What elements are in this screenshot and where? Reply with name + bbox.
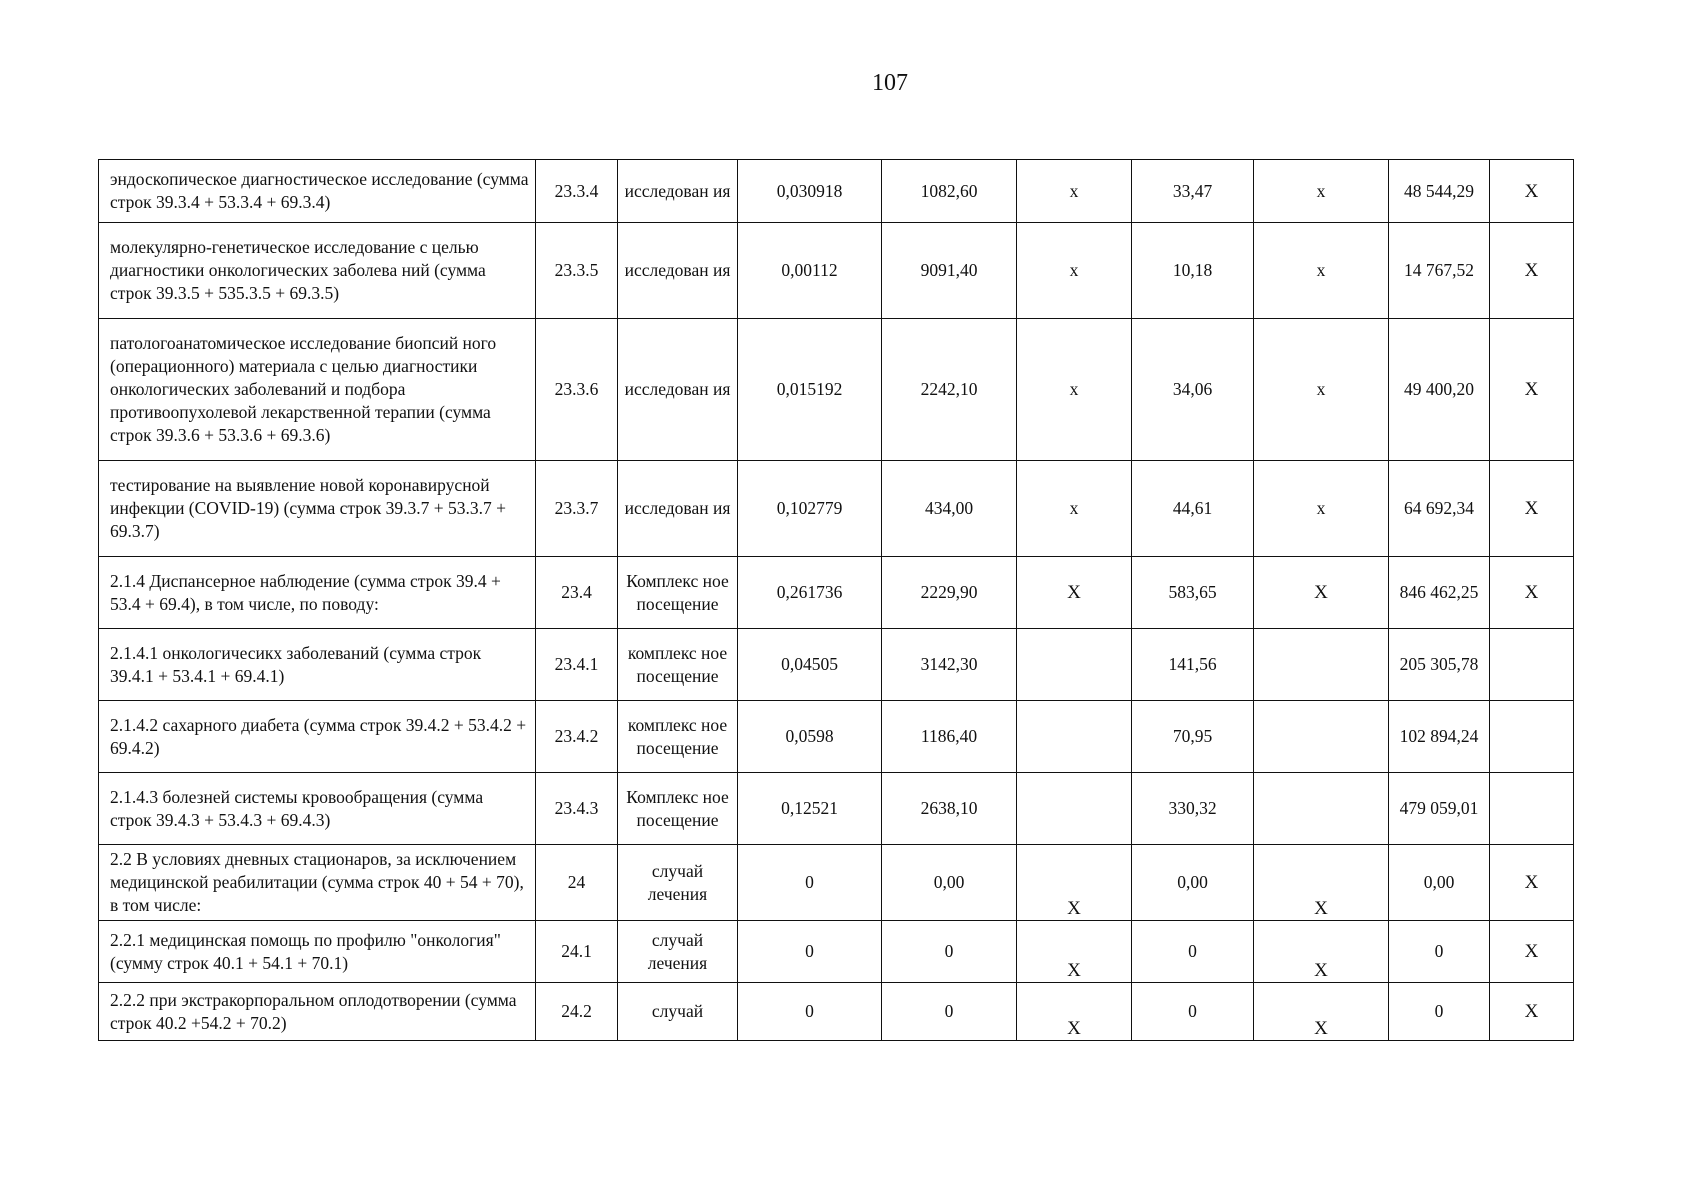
table-row xyxy=(99,461,1574,557)
row-name: 2.2.2 при экстракорпоральном оплодотворении (сумма строк 40.2 +54.2 + 70.2) xyxy=(99,983,536,1041)
row-value-3: 0 xyxy=(1132,983,1254,1041)
row-name: 2.1.4.2 сахарного диабета (сумма строк 39.4.2 + 53.4.2 + 69.4.2) xyxy=(99,701,536,773)
row-marker-1: X xyxy=(1017,983,1132,1041)
row-value-2: 0 xyxy=(882,921,1017,983)
row-unit: комплекс ное посещение xyxy=(618,629,738,701)
row-value-2: 3142,30 xyxy=(882,629,1017,701)
row-value-1: 0,030918 xyxy=(738,160,882,223)
row-marker-1: x xyxy=(1017,319,1132,461)
row-value-1: 0,04505 xyxy=(738,629,882,701)
row-marker-2: X xyxy=(1254,557,1389,629)
row-marker-1: X xyxy=(1017,557,1132,629)
row-marker-1 xyxy=(1017,701,1132,773)
row-marker-1: X xyxy=(1017,845,1132,921)
row-code: 23.3.6 xyxy=(536,319,618,461)
row-value-2: 2638,10 xyxy=(882,773,1017,845)
table-row xyxy=(99,319,1574,461)
row-value-3: 141,56 xyxy=(1132,629,1254,701)
row-value-1: 0,0598 xyxy=(738,701,882,773)
row-marker-1 xyxy=(1017,773,1132,845)
row-value-3: 33,47 xyxy=(1132,160,1254,223)
row-value-1: 0,12521 xyxy=(738,773,882,845)
row-marker-3: X xyxy=(1490,983,1574,1041)
row-marker-2 xyxy=(1254,773,1389,845)
row-marker-3 xyxy=(1490,773,1574,845)
row-value-2: 0 xyxy=(882,983,1017,1041)
row-name: 2.2 В условиях дневных стационаров, за исключением медицинской реабилитации (сумма строк 40 + 54 + 70), в том числе: xyxy=(99,845,536,921)
row-value-4: 0,00 xyxy=(1389,845,1490,921)
row-value-1: 0,015192 xyxy=(738,319,882,461)
row-value-4: 846 462,25 xyxy=(1389,557,1490,629)
row-name: молекулярно-генетическое исследование с целью диагностики онкологических заболева ний (сумма строк 39.3.5 + 535.3.5 + 69.3.5) xyxy=(99,223,536,319)
table-row xyxy=(99,160,1574,223)
row-value-1: 0 xyxy=(738,845,882,921)
table-row xyxy=(99,983,1574,1041)
row-unit: случай лечения xyxy=(618,845,738,921)
row-code: 23.4 xyxy=(536,557,618,629)
table-row xyxy=(99,701,1574,773)
table-row xyxy=(99,921,1574,983)
row-marker-2 xyxy=(1254,701,1389,773)
data-table xyxy=(98,159,1574,1041)
row-code: 24.2 xyxy=(536,983,618,1041)
row-name: 2.1.4.1 онкологичесикх заболеваний (сумма строк 39.4.1 + 53.4.1 + 69.4.1) xyxy=(99,629,536,701)
row-code: 23.4.1 xyxy=(536,629,618,701)
row-value-3: 70,95 xyxy=(1132,701,1254,773)
row-unit: случай xyxy=(618,983,738,1041)
row-marker-3 xyxy=(1490,701,1574,773)
row-value-2: 434,00 xyxy=(882,461,1017,557)
row-marker-2: x xyxy=(1254,223,1389,319)
row-name: тестирование на выявление новой коронавирусной инфекции (COVID-19) (сумма строк 39.3.7 + 53.3.7 + 69.3.7) xyxy=(99,461,536,557)
row-code: 24 xyxy=(536,845,618,921)
row-unit: комплекс ное посещение xyxy=(618,701,738,773)
row-marker-1: x xyxy=(1017,223,1132,319)
row-value-2: 1186,40 xyxy=(882,701,1017,773)
row-name: эндоскопическое диагностическое исследование (сумма строк 39.3.4 + 53.3.4 + 69.3.4) xyxy=(99,160,536,223)
row-value-1: 0,261736 xyxy=(738,557,882,629)
row-value-1: 0 xyxy=(738,921,882,983)
row-value-2: 0,00 xyxy=(882,845,1017,921)
row-marker-2: x xyxy=(1254,160,1389,223)
row-value-3: 34,06 xyxy=(1132,319,1254,461)
row-name: 2.1.4.3 болезней системы кровообращения (сумма строк 39.4.3 + 53.4.3 + 69.4.3) xyxy=(99,773,536,845)
row-marker-3: X xyxy=(1490,223,1574,319)
table-row xyxy=(99,629,1574,701)
row-code: 23.4.2 xyxy=(536,701,618,773)
row-marker-2: x xyxy=(1254,461,1389,557)
row-unit: исследован ия xyxy=(618,160,738,223)
row-marker-3: X xyxy=(1490,160,1574,223)
page-number: 107 xyxy=(872,70,908,96)
row-unit: исследован ия xyxy=(618,319,738,461)
row-value-1: 0,00112 xyxy=(738,223,882,319)
row-value-4: 0 xyxy=(1389,983,1490,1041)
table-row xyxy=(99,557,1574,629)
row-value-4: 49 400,20 xyxy=(1389,319,1490,461)
row-unit: Комплекс ное посещение xyxy=(618,773,738,845)
row-value-3: 10,18 xyxy=(1132,223,1254,319)
row-code: 23.4.3 xyxy=(536,773,618,845)
row-value-2: 1082,60 xyxy=(882,160,1017,223)
row-value-3: 330,32 xyxy=(1132,773,1254,845)
row-value-4: 14 767,52 xyxy=(1389,223,1490,319)
row-name: 2.2.1 медицинская помощь по профилю "онкология" (сумму строк 40.1 + 54.1 + 70.1) xyxy=(99,921,536,983)
row-name: патологоанатомическое исследование биопсий ного (операционного) материала с целью диагностики онкологических заболеваний и подбора противоопухолевой лекарственной терапии (сумма строк 39.3.6 + 53.3.6 + 69.3.6) xyxy=(99,319,536,461)
row-code: 23.3.5 xyxy=(536,223,618,319)
table-row xyxy=(99,845,1574,921)
row-marker-2 xyxy=(1254,629,1389,701)
row-value-4: 0 xyxy=(1389,921,1490,983)
row-value-3: 0,00 xyxy=(1132,845,1254,921)
row-marker-1: x xyxy=(1017,160,1132,223)
row-marker-2: X xyxy=(1254,921,1389,983)
row-marker-1: X xyxy=(1017,921,1132,983)
row-marker-3: X xyxy=(1490,319,1574,461)
row-marker-3: X xyxy=(1490,557,1574,629)
row-marker-3 xyxy=(1490,629,1574,701)
row-unit: исследован ия xyxy=(618,223,738,319)
row-value-4: 205 305,78 xyxy=(1389,629,1490,701)
row-marker-1: x xyxy=(1017,461,1132,557)
row-value-1: 0 xyxy=(738,983,882,1041)
row-value-2: 2242,10 xyxy=(882,319,1017,461)
row-code: 23.3.4 xyxy=(536,160,618,223)
row-value-4: 479 059,01 xyxy=(1389,773,1490,845)
row-marker-3: X xyxy=(1490,921,1574,983)
row-value-4: 48 544,29 xyxy=(1389,160,1490,223)
row-marker-2: X xyxy=(1254,983,1389,1041)
row-unit: Комплекс ное посещение xyxy=(618,557,738,629)
row-marker-1 xyxy=(1017,629,1132,701)
row-value-3: 583,65 xyxy=(1132,557,1254,629)
row-value-4: 102 894,24 xyxy=(1389,701,1490,773)
row-code: 24.1 xyxy=(536,921,618,983)
table-row xyxy=(99,773,1574,845)
row-value-1: 0,102779 xyxy=(738,461,882,557)
row-marker-2: X xyxy=(1254,845,1389,921)
row-value-3: 44,61 xyxy=(1132,461,1254,557)
row-value-4: 64 692,34 xyxy=(1389,461,1490,557)
row-marker-2: x xyxy=(1254,319,1389,461)
row-value-2: 9091,40 xyxy=(882,223,1017,319)
row-name: 2.1.4 Диспансерное наблюдение (сумма строк 39.4 + 53.4 + 69.4), в том числе, по поводу: xyxy=(99,557,536,629)
row-value-3: 0 xyxy=(1132,921,1254,983)
row-unit: исследован ия xyxy=(618,461,738,557)
row-marker-3: X xyxy=(1490,845,1574,921)
row-code: 23.3.7 xyxy=(536,461,618,557)
row-value-2: 2229,90 xyxy=(882,557,1017,629)
table-row xyxy=(99,223,1574,319)
row-marker-3: X xyxy=(1490,461,1574,557)
row-unit: случай лечения xyxy=(618,921,738,983)
